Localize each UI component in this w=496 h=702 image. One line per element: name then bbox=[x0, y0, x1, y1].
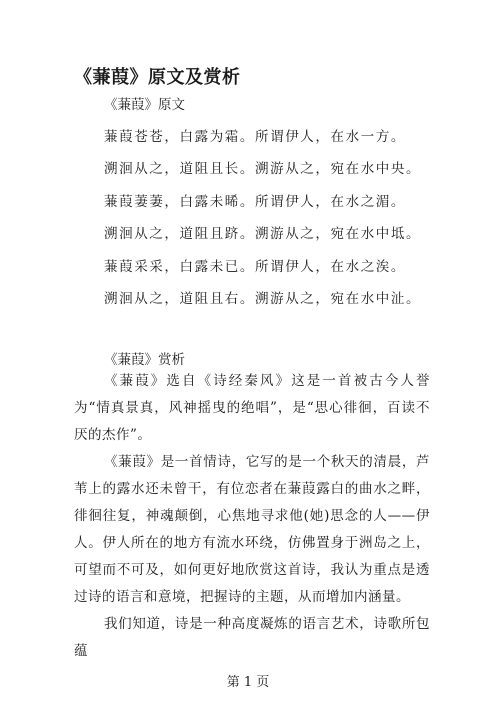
analysis-heading: 《蒹葭》赏析 bbox=[104, 352, 185, 368]
document-title: 《蒹葭》原文及赏析 bbox=[74, 67, 241, 88]
poem-line: 溯洄从之，道阻且跻。溯游从之，宛在水中坻。 bbox=[104, 226, 422, 242]
poem-line: 蒹葭萋萋，白露未晞。所谓伊人，在水之湄。 bbox=[104, 194, 406, 210]
analysis-paragraph: 《蒹葭》是一首情诗，它写的是一个秋天的清晨，芦苇上的露水还未曾干，有位恋者在蒹葭露白的曲水之畔，徘徊往复，神魂颠倒，心焦地寻求他(她)思念的人——伊人。伊人所在的地方有流水环绕，仿佛置身于洲岛之上，可望而不可及，如何更好地欣赏这首诗，我认为重点是透过诗的语言和意境，把握诗的主题，从而增加内涵量。 bbox=[74, 454, 430, 605]
page-number: 第 1 页 bbox=[226, 675, 270, 690]
poem-line: 蒹葭苍苍，白露为霜。所谓伊人，在水一方。 bbox=[104, 129, 406, 145]
analysis-paragraph: 《蒹葭》选自《诗经秦风》这是一首被古今人誉为“情真景真，风神摇曳的绝唱”，是“思心徘徊，百读不厌的杰作”。 bbox=[74, 373, 430, 443]
analysis-paragraph: 我们知道，诗是一种高度凝炼的语言艺术，诗歌所包蕴 bbox=[74, 616, 430, 659]
poem-line: 蒹葭采采，白露未已。所谓伊人，在水之涘。 bbox=[104, 259, 406, 275]
poem-line: 溯洄从之，道阻且长。溯游从之，宛在水中央。 bbox=[104, 161, 422, 177]
original-heading: 《蒹葭》原文 bbox=[104, 97, 185, 113]
poem-line: 溯洄从之，道阻且右。溯游从之，宛在水中沚。 bbox=[104, 291, 422, 307]
